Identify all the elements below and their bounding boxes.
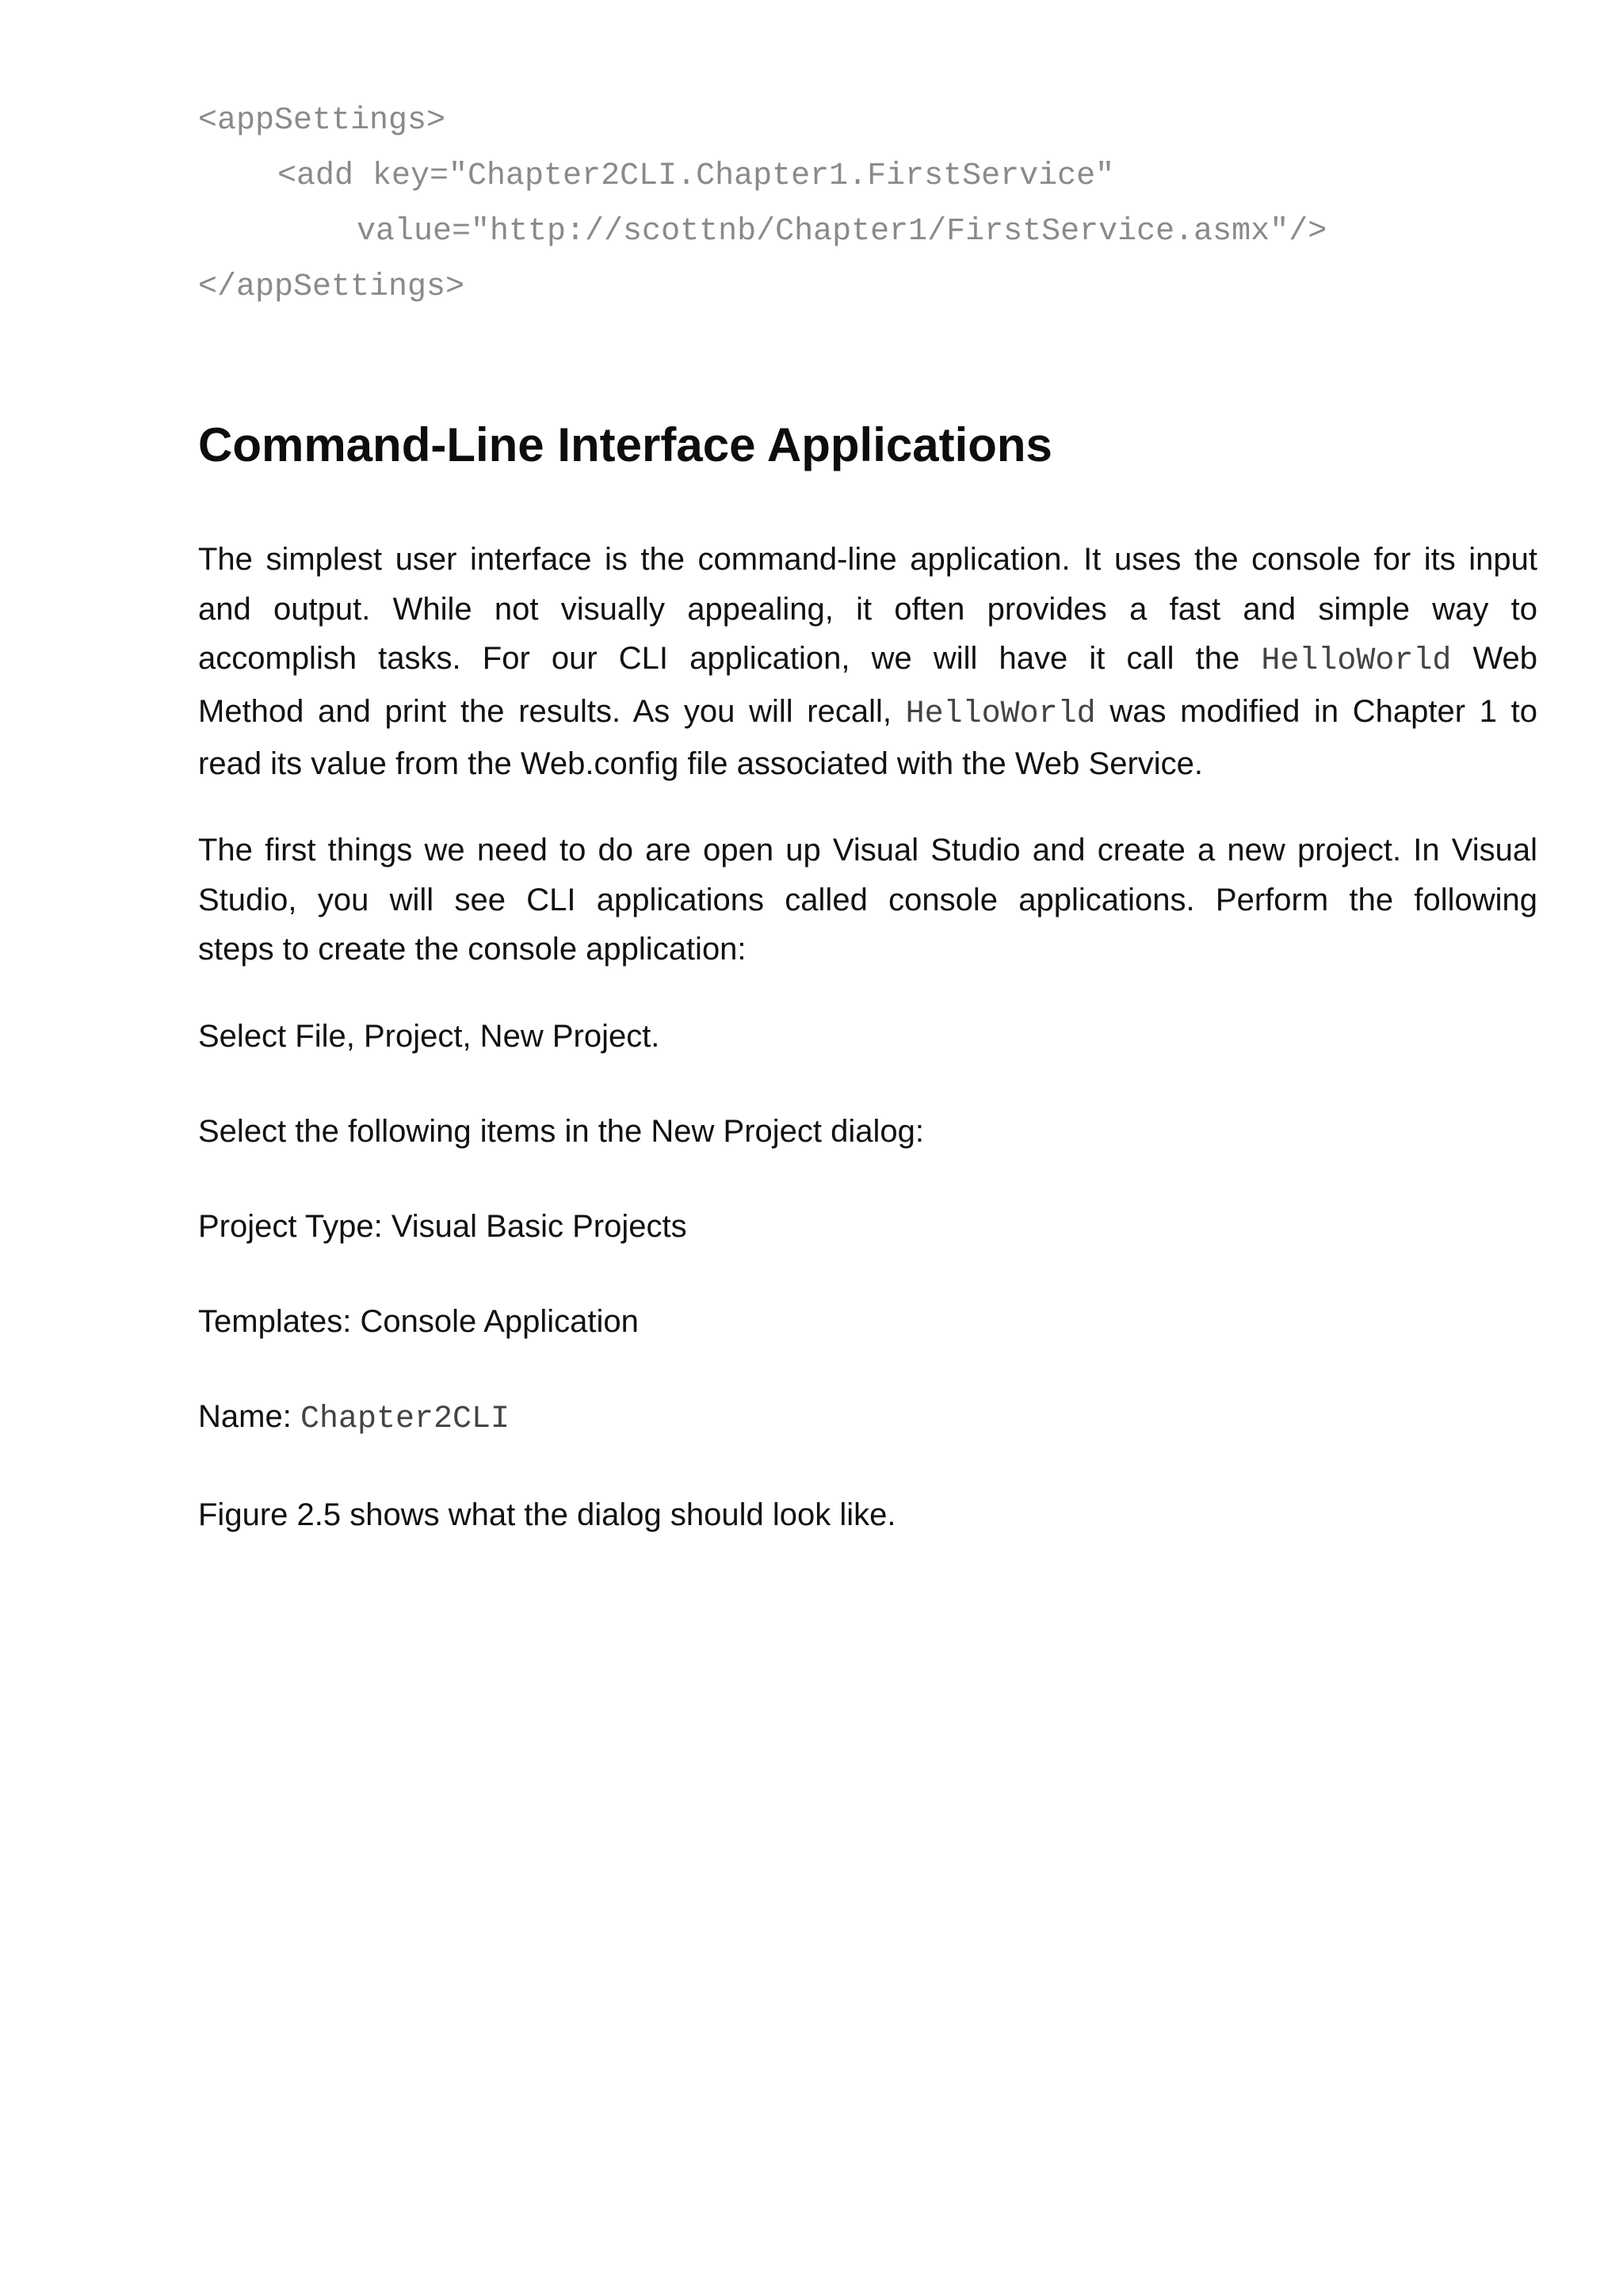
paragraph-line: and output. While not visually appealing, it often provides a fast and simple way to <box>198 591 1537 627</box>
paragraph-line: Studio, you will see CLI applications called console applications. Perform the following <box>198 882 1537 917</box>
text-run: was modified in Chapter 1 to <box>1095 693 1538 729</box>
step-select-items: Select the following items in the New Project dialog: <box>198 1114 925 1149</box>
paragraph-create-project <box>198 826 1537 974</box>
paragraph-line: steps to create the console application: <box>198 932 747 967</box>
inline-code: Chapter2CLI <box>300 1402 510 1437</box>
paragraph-line: The first things we need to do are open up Visual Studio and create a new project. In Visual <box>198 833 1537 868</box>
step-select-file: Select File, Project, New Project. <box>198 1019 660 1054</box>
paragraph-line <box>198 634 1537 687</box>
figure-reference: Figure 2.5 shows what the dialog should look like. <box>198 1497 896 1532</box>
name-label: Name: <box>198 1399 300 1434</box>
paragraph-line: The simplest user interface is the command-line application. It uses the console for its input <box>198 542 1537 577</box>
section-heading: Command-Line Interface Applications <box>198 418 1052 471</box>
text-run: Method and print the results. As you will recall, <box>198 693 906 729</box>
text-run: Web <box>1451 641 1538 676</box>
paragraph-intro <box>198 535 1537 789</box>
text-run: accomplish tasks. For our CLI application, we will have it call the <box>198 641 1262 676</box>
inline-code: HelloWorld <box>1261 643 1452 679</box>
code-line: <appSettings> <box>198 103 446 139</box>
code-line: value="http://scottnb/Chapter1/FirstService.asmx"/> <box>357 214 1327 250</box>
step-name <box>198 1394 510 1442</box>
code-line: </appSettings> <box>198 269 465 305</box>
paragraph-line: read its value from the Web.config file associated with the Web Service. <box>198 746 1204 781</box>
paragraph-line <box>198 687 1537 740</box>
code-block <box>198 93 1327 315</box>
step-project-type: Project Type: Visual Basic Projects <box>198 1209 687 1244</box>
inline-code: HelloWorld <box>905 696 1096 732</box>
code-line: <add key="Chapter2CLI.Chapter1.FirstService" <box>277 158 1115 194</box>
step-templates: Templates: Console Application <box>198 1304 639 1339</box>
